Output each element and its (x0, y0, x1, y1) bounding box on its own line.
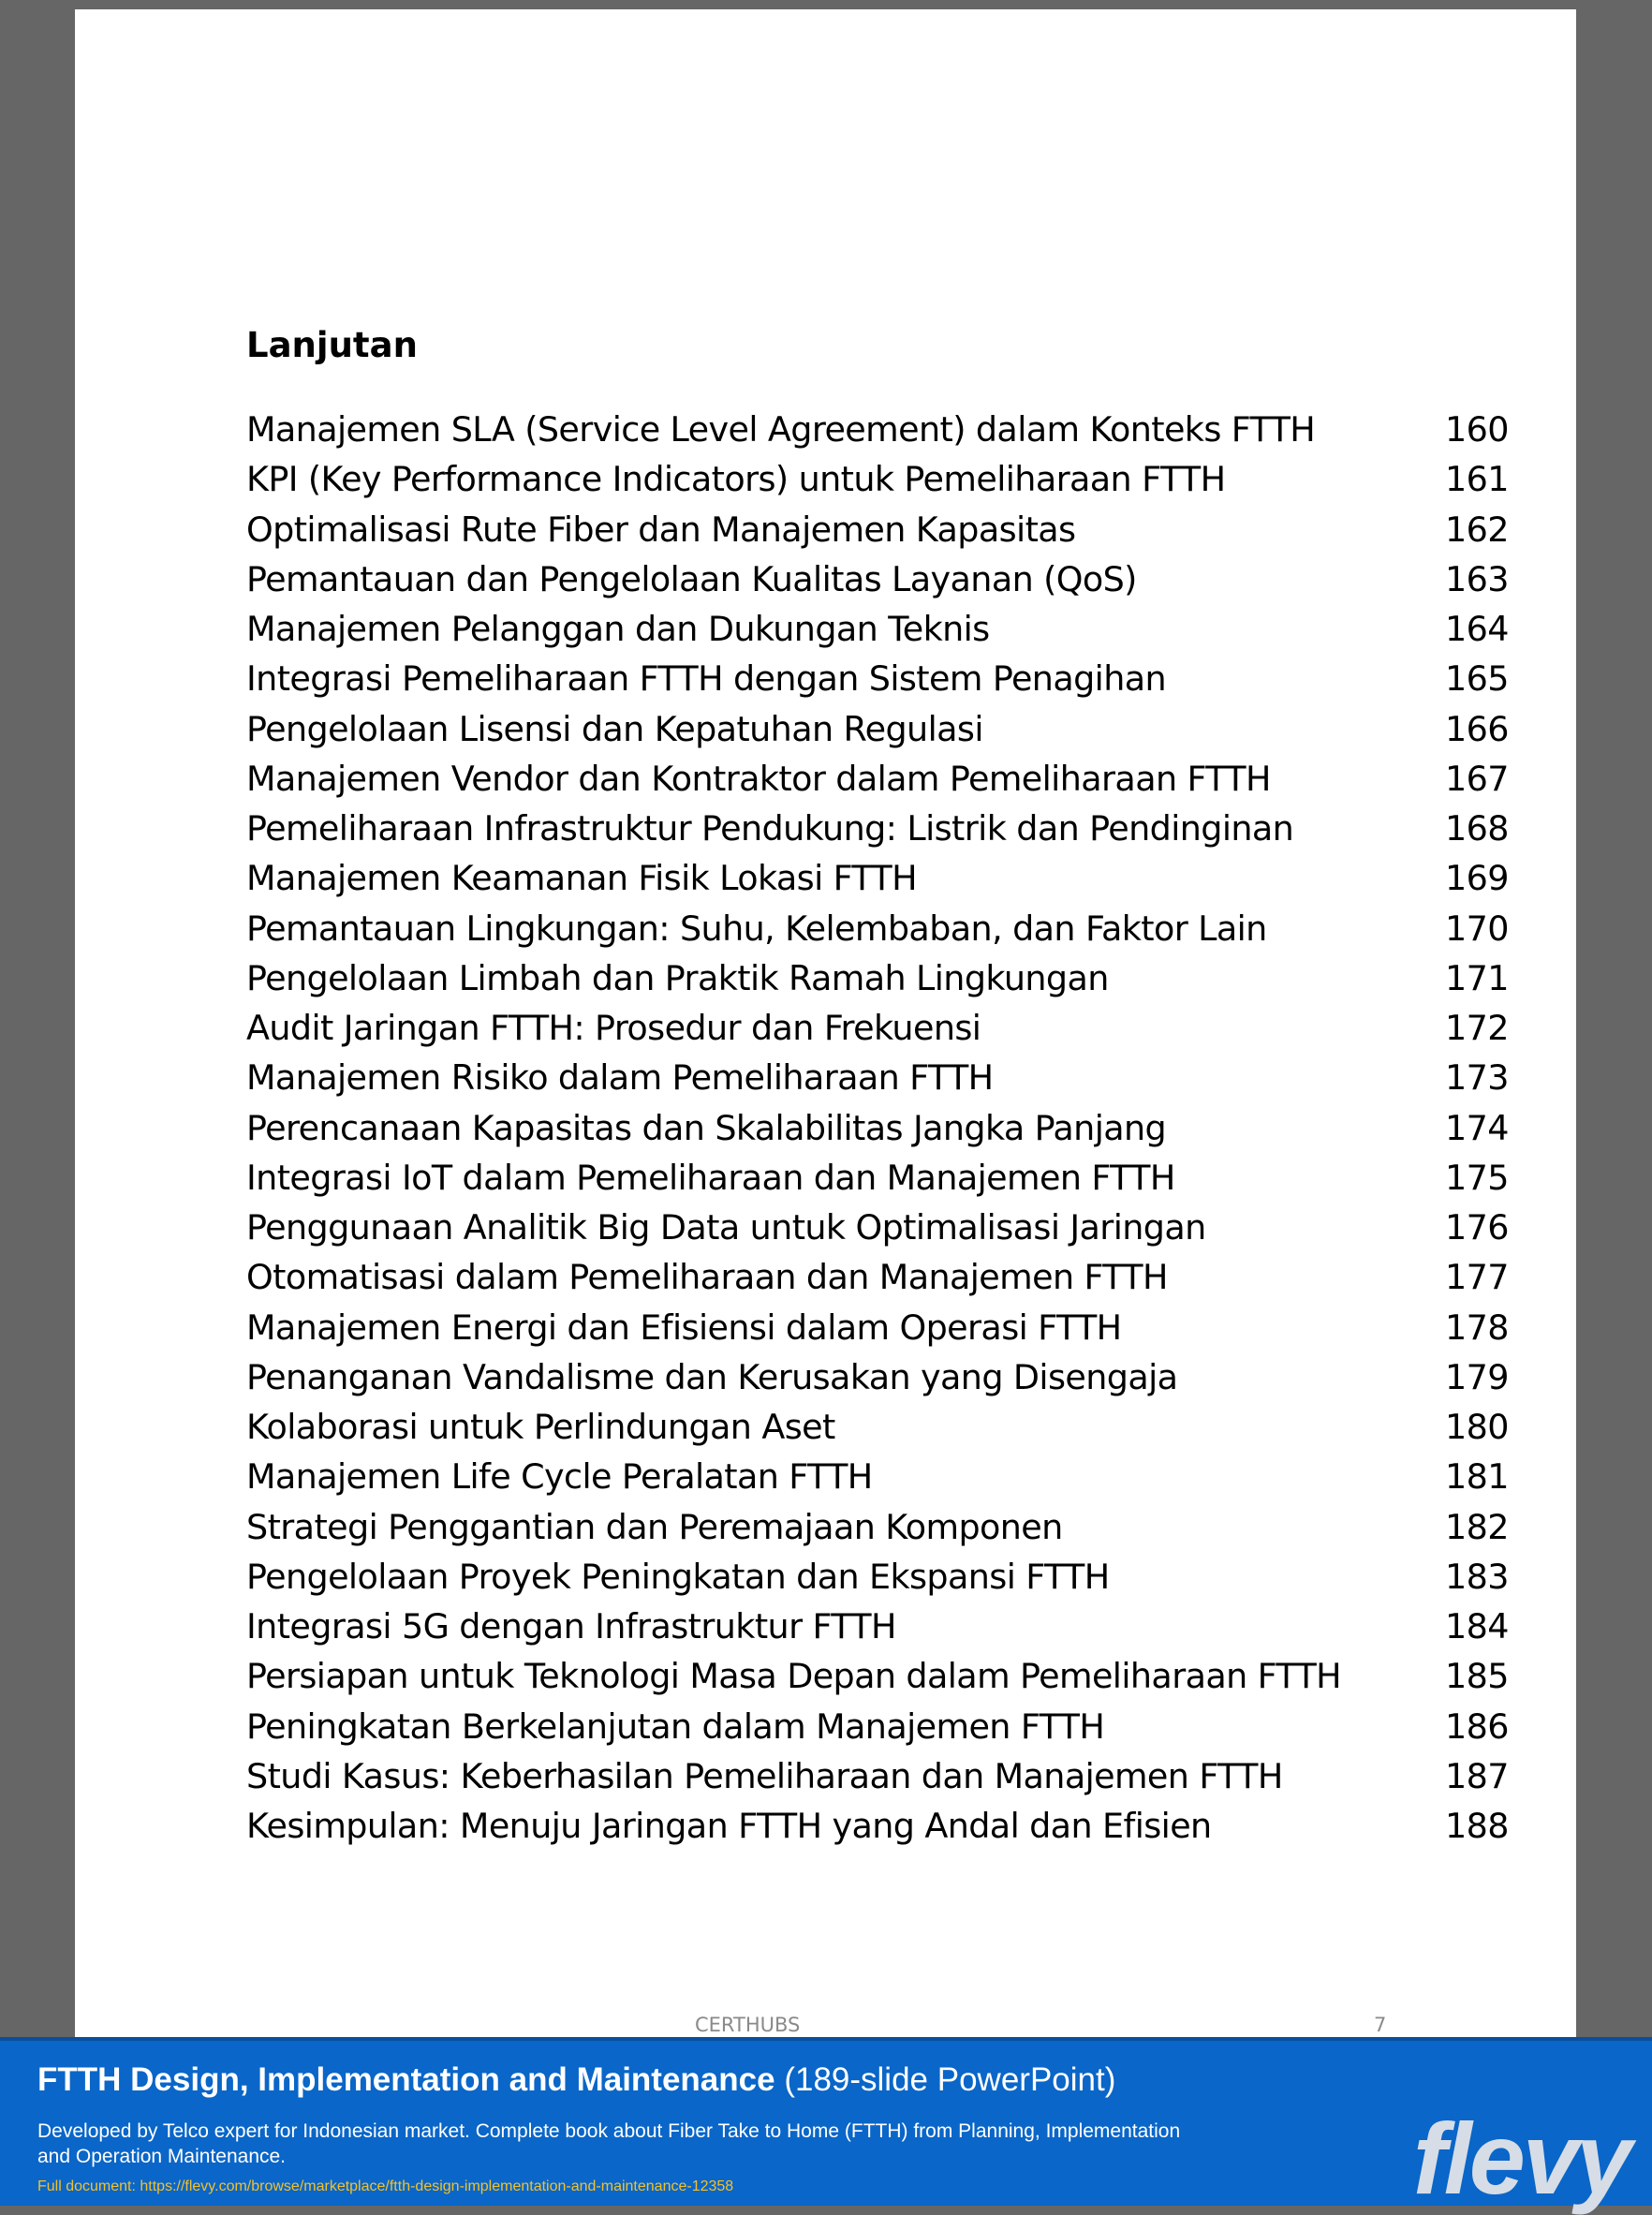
toc-entry-title: Pengelolaan Lisensi dan Kepatuhan Regulasi (246, 708, 983, 749)
toc-entry-page: 163 (1445, 558, 1509, 599)
toc-entry-title: Pemantauan Lingkungan: Suhu, Kelembaban, dan Faktor Lain (246, 908, 1267, 949)
toc-entry (246, 1103, 1511, 1153)
toc-entry-page: 174 (1445, 1107, 1509, 1148)
toc-entry-title: Integrasi Pemeliharaan FTTH dengan Sistem Penagihan (246, 658, 1167, 700)
toc-entry (246, 405, 1511, 454)
toc-entry-page: 184 (1445, 1606, 1509, 1646)
toc-entry (246, 1602, 1511, 1651)
toc-entry-page: 168 (1445, 808, 1509, 849)
toc-entry-title: Persiapan untuk Teknologi Masa Depan dalam Pemeliharaan FTTH (246, 1656, 1342, 1697)
banner-description: Developed by Telco expert for Indonesian market. Complete book about Fiber Take to Home (FTTH) from Planning, Implementation and Operation Maintenance. (37, 2120, 1181, 2167)
toc-entry (246, 1153, 1511, 1203)
toc-entry-page: 177 (1445, 1257, 1509, 1298)
toc-entry (246, 1702, 1511, 1751)
toc-entry (246, 853, 1511, 903)
toc-entry (246, 904, 1511, 953)
toc-entry (246, 1053, 1511, 1102)
toc-entry-title: Manajemen Energi dan Efisiensi dalam Operasi FTTH (246, 1307, 1122, 1348)
toc-entry (246, 1751, 1511, 1801)
toc-entry-title: Kesimpulan: Menuju Jaringan FTTH yang Andal dan Efisien (246, 1806, 1212, 1846)
toc-entry-title: Optimalisasi Rute Fiber dan Manajemen Kapasitas (246, 509, 1076, 550)
toc-entry-page: 185 (1445, 1656, 1509, 1697)
toc-entry-title: Penanganan Vandalisme dan Kerusakan yang Disengaja (246, 1356, 1178, 1397)
toc-entry (246, 953, 1511, 1003)
toc-entry-page: 188 (1445, 1806, 1509, 1846)
toc-entry (246, 1651, 1511, 1701)
toc-entry (246, 654, 1511, 703)
toc-entry (246, 604, 1511, 654)
toc-entry-title: Peningkatan Berkelanjutan dalam Manajemen FTTH (246, 1706, 1105, 1747)
full-document-link[interactable]: Full document: https://flevy.com/browse/marketplace/ftth-design-implementation-and-maintenance-12358 (37, 2178, 734, 2194)
banner-subtitle: (189-slide PowerPoint) (784, 2061, 1116, 2098)
toc-entry-title: Perencanaan Kapasitas dan Skalabilitas Jangka Panjang (246, 1107, 1167, 1148)
page-footer-label: CERTHUBS (695, 2014, 801, 2036)
toc-entry-page: 172 (1445, 1008, 1509, 1048)
toc-entry-page: 170 (1445, 908, 1509, 949)
toc-entry-title: KPI (Key Performance Indicators) untuk Pemeliharaan FTTH (246, 459, 1226, 500)
toc-entry-title: Studi Kasus: Keberhasilan Pemeliharaan dan Manajemen FTTH (246, 1755, 1283, 1796)
toc-entry (246, 1452, 1511, 1501)
toc-entry-page: 166 (1445, 708, 1509, 749)
toc-entry (246, 1502, 1511, 1552)
toc-entry (246, 1801, 1511, 1851)
toc-entry-title: Audit Jaringan FTTH: Prosedur dan Frekuensi (246, 1008, 981, 1048)
toc-entry (246, 1352, 1511, 1402)
toc-entry-page: 171 (1445, 957, 1509, 998)
promo-banner (0, 2037, 1652, 2215)
toc-entry-page: 161 (1445, 459, 1509, 500)
page-footer-number: 7 (1374, 2014, 1387, 2036)
toc-entry-title: Manajemen SLA (Service Level Agreement) dalam Konteks FTTH (246, 409, 1316, 450)
toc-entry-page: 176 (1445, 1207, 1509, 1248)
toc-entry-title: Strategi Penggantian dan Peremajaan Komponen (246, 1506, 1063, 1547)
toc-entry-page: 186 (1445, 1706, 1509, 1747)
toc-entry (246, 754, 1511, 804)
toc-entry-page: 167 (1445, 758, 1509, 799)
toc-entry-page: 164 (1445, 609, 1509, 649)
toc-heading: Lanjutan (246, 325, 418, 365)
toc-entry-page: 187 (1445, 1755, 1509, 1796)
toc-entry (246, 1252, 1511, 1302)
toc-entry-page: 183 (1445, 1556, 1509, 1597)
toc-entry-title: Kolaborasi untuk Perlindungan Aset (246, 1407, 835, 1447)
toc-entry (246, 704, 1511, 754)
toc-entry-page: 179 (1445, 1356, 1509, 1397)
toc-entry-page: 175 (1445, 1157, 1509, 1198)
table-of-contents (246, 405, 1511, 1851)
toc-entry-title: Otomatisasi dalam Pemeliharaan dan Manajemen FTTH (246, 1257, 1168, 1298)
toc-entry-title: Manajemen Keamanan Fisik Lokasi FTTH (246, 858, 917, 899)
toc-entry-title: Manajemen Life Cycle Peralatan FTTH (246, 1456, 873, 1498)
toc-entry-page: 165 (1445, 658, 1509, 700)
toc-entry-page: 169 (1445, 858, 1509, 899)
toc-entry (246, 454, 1511, 504)
toc-entry-title: Manajemen Risiko dalam Pemeliharaan FTTH (246, 1057, 994, 1099)
toc-entry-title: Manajemen Pelanggan dan Dukungan Teknis (246, 609, 990, 649)
toc-entry-title: Manajemen Vendor dan Kontraktor dalam Pemeliharaan FTTH (246, 758, 1271, 799)
toc-entry (246, 1003, 1511, 1053)
toc-entry-title: Integrasi IoT dalam Pemeliharaan dan Manajemen FTTH (246, 1157, 1175, 1198)
toc-entry (246, 1303, 1511, 1352)
toc-entry-page: 173 (1445, 1057, 1509, 1099)
toc-entry-title: Integrasi 5G dengan Infrastruktur FTTH (246, 1606, 896, 1646)
toc-entry-title: Pengelolaan Proyek Peningkatan dan Ekspansi FTTH (246, 1556, 1110, 1597)
toc-entry (246, 505, 1511, 554)
toc-entry-title: Pemantauan dan Pengelolaan Kualitas Layanan (QoS) (246, 558, 1137, 599)
banner-title-line (37, 2061, 1115, 2099)
toc-entry-page: 178 (1445, 1307, 1509, 1348)
toc-entry-page: 180 (1445, 1407, 1509, 1447)
toc-entry-title: Penggunaan Analitik Big Data untuk Optimalisasi Jaringan (246, 1207, 1206, 1248)
flevy-logo[interactable]: flevy (1412, 2102, 1630, 2215)
toc-entry (246, 1552, 1511, 1602)
toc-entry (246, 554, 1511, 604)
banner-title: FTTH Design, Implementation and Maintenance (37, 2061, 775, 2098)
toc-entry (246, 804, 1511, 853)
toc-entry-page: 182 (1445, 1506, 1509, 1547)
toc-entry-page: 181 (1445, 1456, 1509, 1498)
toc-entry-page: 162 (1445, 509, 1509, 550)
toc-entry (246, 1402, 1511, 1452)
document-page (75, 9, 1576, 2206)
toc-entry (246, 1203, 1511, 1252)
toc-entry-page: 160 (1445, 409, 1509, 450)
toc-entry-title: Pemeliharaan Infrastruktur Pendukung: Listrik dan Pendinginan (246, 808, 1294, 849)
toc-entry-title: Pengelolaan Limbah dan Praktik Ramah Lingkungan (246, 957, 1109, 998)
